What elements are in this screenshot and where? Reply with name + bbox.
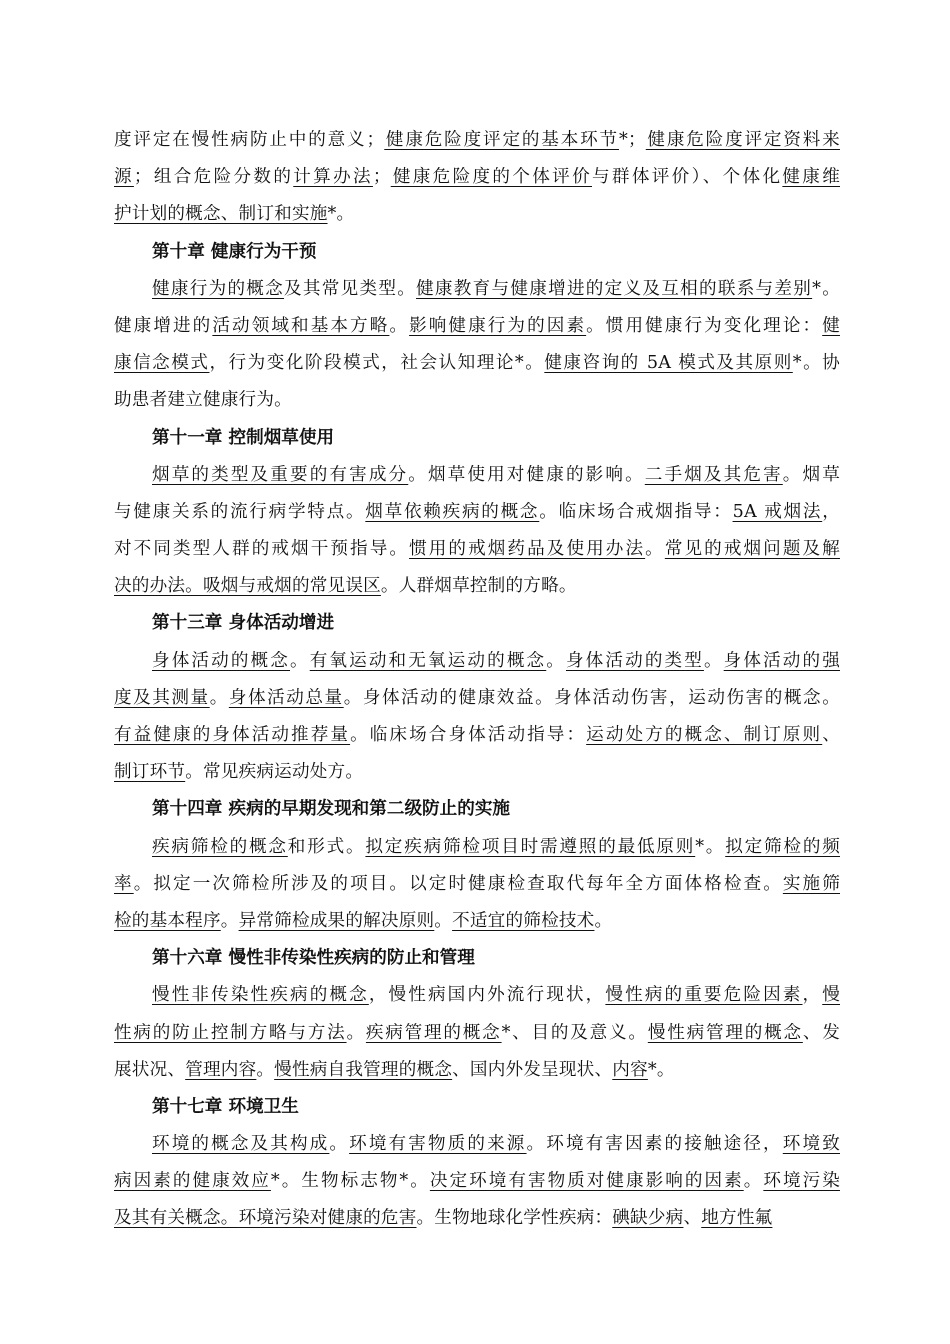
underlined-term: 环境致 (782, 1134, 840, 1155)
text-run: 、 (683, 1208, 702, 1229)
underlined-term: 决的办法。吸烟与戒烟的常见误区 (114, 576, 381, 597)
underlined-term: 身体活动的强 (723, 650, 840, 671)
text-run: 。 (256, 1059, 275, 1080)
underlined-term: 环境有害物质的来源 (349, 1134, 527, 1155)
text-run: 。环境有害因素的接触途径， (526, 1134, 783, 1155)
underlined-term: 检的基本程序 (114, 910, 221, 931)
text-run: 、发 (802, 1022, 840, 1043)
body-paragraph (114, 271, 840, 420)
body-paragraph (114, 977, 840, 1089)
text-run: *。生物标志物*。 (270, 1171, 430, 1192)
underlined-term: 健康教育与健康增进的定义及互相的联系与差别 (416, 278, 813, 299)
text-run: *； (618, 130, 646, 150)
underlined-term: 健康咨询的 5A 模式及其原则 (544, 353, 793, 374)
underlined-term: 慢性病管理的概念 (647, 1022, 803, 1043)
text-line (114, 1163, 840, 1200)
text-run: *。 (327, 204, 355, 225)
text-run: 。人群烟草控制的方略。 (380, 576, 577, 597)
text-run: 。 (346, 1022, 366, 1043)
text-line (114, 643, 840, 680)
underlined-term: 决定环境有害物质对健康影响的因素 (429, 1171, 744, 1192)
underlined-term: 拟定疾病筛检项目时需遵照的最低原则 (365, 836, 696, 857)
text-line (114, 345, 840, 382)
text-line (114, 829, 840, 866)
underlined-term: 运动处方的概念、制订原则 (586, 725, 823, 745)
text-run: ， (802, 985, 823, 1006)
text-run: 。 (389, 315, 410, 336)
text-line (114, 903, 840, 940)
text-run: 。生物地球化学性疾病： (416, 1208, 613, 1229)
underlined-term: 环境污染对健康的危害 (238, 1208, 417, 1229)
text-line (114, 977, 840, 1014)
text-run: 。身体活动的健康效益。身体活动伤害，运动伤害的概念。 (343, 687, 840, 708)
text-run: ，慢性病国内外流行现状， (368, 985, 606, 1006)
text-run: 。拟定一次筛检所涉及的项目。以定时健康检查取代每年全方面体格检查。 (133, 873, 783, 894)
chapter-heading: 第十三章 身体活动增进 (152, 613, 335, 634)
text-run: 与健康关系的流行病学特点。 (114, 501, 366, 522)
underlined-term: 有益健康的身体活动推荐量 (114, 725, 351, 745)
chapter-heading: 第十章 健康行为干预 (152, 241, 317, 262)
document-page (114, 122, 840, 1238)
text-run: 。 (329, 1134, 350, 1155)
underlined-term: 影响健康行为的因素 (409, 315, 587, 336)
underlined-term: 源 (114, 167, 134, 188)
body-paragraph (114, 829, 840, 941)
underlined-term: 健康危险度的个体评价 (390, 167, 592, 188)
text-run: 。 (594, 910, 613, 931)
text-line (114, 717, 840, 754)
text-line (114, 680, 840, 717)
underlined-term: 5A 戒烟法 (732, 501, 823, 522)
underlined-term: 制订环节 (114, 762, 186, 783)
body-paragraph (114, 457, 840, 606)
text-line (114, 1126, 840, 1163)
body-paragraph (114, 1126, 840, 1238)
text-line (114, 196, 840, 233)
text-run: ，行为变化阶段模式，社会认知理论*。 (209, 353, 545, 374)
chapter-heading: 第十六章 慢性非传染性疾病的防止和管理 (152, 948, 475, 969)
underlined-term: 不适宜的筛检技术 (452, 910, 595, 931)
text-run: 。临床场合身体活动指导： (350, 725, 587, 745)
chapter-heading: 第十七章 环境卫生 (152, 1096, 299, 1117)
text-run: 。 (645, 539, 665, 560)
text-run: *。 (647, 1059, 675, 1080)
text-line (114, 531, 840, 568)
underlined-term: 烟草的类型及重要的有害成分 (152, 464, 409, 485)
text-line (114, 494, 840, 531)
text-line (114, 1015, 840, 1052)
text-run: 、国内外发呈现状、 (452, 1059, 613, 1080)
underlined-term: 疾病筛检的概念 (152, 836, 288, 857)
text-line (114, 308, 840, 345)
underlined-term: 健 (822, 315, 840, 336)
underlined-term: 性病的防止控制方略与方法 (114, 1022, 347, 1043)
underlined-term: 活动领域和基本方略 (212, 315, 390, 336)
underlined-term: 慢性病自我管理的概念 (274, 1059, 453, 1080)
text-run: ， (822, 501, 840, 522)
text-line (114, 159, 840, 196)
underlined-term: 环境的概念及其构成 (152, 1134, 330, 1155)
text-run: 。烟草使用对健康的影响。 (408, 464, 645, 485)
text-line (114, 122, 840, 159)
text-line (114, 1200, 840, 1237)
text-run: 。 (743, 1171, 764, 1192)
underlined-term: 地方性氟 (701, 1208, 773, 1229)
underlined-term: 病因素的健康效应 (114, 1171, 271, 1192)
text-run: 与群体评价）、个体化 (592, 167, 783, 188)
chapter-heading: 第十四章 疾病的早期发现和第二级防止的实施 (152, 799, 511, 820)
text-run: 。临床场合戒烟指导： (539, 501, 733, 522)
underlined-term: 慢性非传染性疾病的概念 (152, 985, 369, 1006)
text-run: 对不同类型人群的戒烟干预指导。 (114, 539, 410, 560)
underlined-term: 身体活动的类型 (565, 650, 704, 671)
text-run: 助患者建立健康行为。 (114, 390, 292, 411)
underlined-term: 碘缺少病 (612, 1208, 684, 1229)
underlined-term: 异常筛检成果的解决原则 (238, 910, 435, 931)
text-line (114, 271, 840, 308)
text-run: ；组合危险分数的 (133, 167, 294, 188)
text-run: 健康增进的 (114, 315, 213, 336)
underlined-term: 有氧运动和无氧运动的概念 (309, 650, 547, 671)
underlined-term: 及其有关概念。 (114, 1208, 239, 1229)
underlined-term: 拟定筛检的频 (725, 836, 840, 857)
text-run: *。 (812, 278, 840, 299)
text-run: 。 (209, 687, 229, 708)
underlined-term: 疾病管理的概念 (365, 1022, 502, 1043)
body-paragraph (114, 643, 840, 792)
underlined-term: 身体活动的概念 (152, 650, 290, 671)
underlined-term: 管理内容 (185, 1059, 257, 1080)
text-line (114, 457, 840, 494)
text-run: 。惯用健康行为变化理论： (586, 315, 823, 336)
text-line (114, 754, 840, 791)
underlined-term: 率 (114, 873, 134, 894)
underlined-term: 康信念模式 (114, 353, 210, 374)
text-line (114, 382, 840, 419)
underlined-term: 健康危险度评定的基本环节 (384, 130, 619, 150)
underlined-term: 度及其测量 (114, 687, 210, 708)
text-run: 。 (703, 650, 724, 671)
underlined-term: 慢性病的重要危险因素 (605, 985, 803, 1006)
underlined-term: 慢 (822, 985, 840, 1006)
text-run: 展状况、 (114, 1059, 186, 1080)
underlined-term: 惯用的戒烟药品及使用办法 (409, 539, 646, 560)
underlined-term: 环境污染 (763, 1171, 840, 1192)
underlined-term: 身体活动总量 (228, 687, 344, 708)
text-line (114, 866, 840, 903)
text-run: 。 (220, 910, 239, 931)
underlined-term: 健康维 (782, 167, 840, 188)
text-run: 。烟草 (782, 464, 840, 485)
text-run: 。常见疾病运动处方。 (185, 762, 364, 783)
chapter-heading: 第十一章 控制烟草使用 (152, 427, 335, 448)
underlined-term: 烟草依赖疾病的概念 (365, 501, 540, 522)
text-run: 。 (289, 650, 310, 671)
underlined-term: 常见的戒烟问题及解 (664, 539, 840, 560)
text-run: 。 (434, 910, 453, 931)
text-run: 度评定在慢性病防止中的意义； (114, 130, 385, 150)
text-run: 、 (822, 725, 840, 745)
body-paragraph (114, 122, 840, 234)
underlined-term: 护计划的概念、制订和实施 (114, 204, 328, 225)
underlined-term: 实施筛 (782, 873, 840, 894)
text-run: 及其常见类型。 (284, 278, 417, 299)
underlined-term: 健康危险度评定资料来 (645, 130, 840, 150)
text-line (114, 568, 840, 605)
text-run: 。 (546, 650, 566, 671)
underlined-term: 二手烟及其危害 (644, 464, 783, 485)
underlined-term: 健康行为的概念 (152, 278, 285, 299)
text-run: *、目的及意义。 (501, 1022, 648, 1043)
text-run: *。协 (792, 353, 840, 374)
text-run: *。 (695, 836, 726, 857)
underlined-term: 计算办法 (293, 167, 373, 188)
underlined-term: 内容 (612, 1059, 648, 1080)
text-run: 和形式。 (287, 836, 366, 857)
text-run: ； (372, 167, 391, 188)
text-line (114, 1052, 840, 1089)
